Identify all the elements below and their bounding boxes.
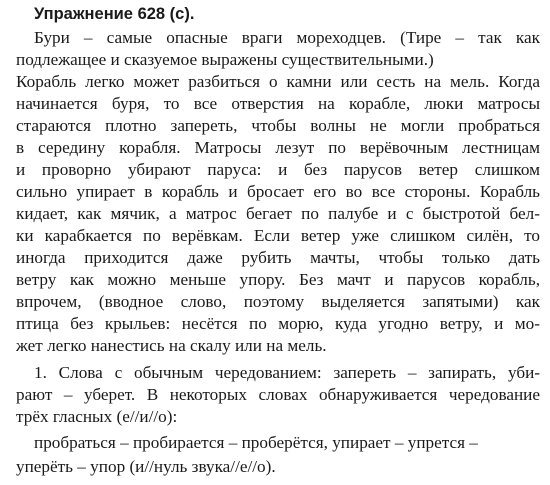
note-line-3: трёх гласных (е//и//о): — [16, 407, 178, 426]
note-line-2: рают – уберет. В некоторых словах обнаруживается чередование — [16, 385, 540, 404]
text-line-7: и проворно убирают паруса: и без парусов ветер слишком — [16, 160, 540, 179]
text-line-3: Корабль легко может разбиться о камни или сесть на мель. Когда — [16, 72, 540, 91]
text-line-1: Бури – самые опасные враги мореходцев. (Тире – так как — [34, 28, 540, 47]
text-line-8: сильно упирает в корабль и бросает его во все стороны. Корабль — [16, 182, 540, 201]
text-line-10: ки карабкается по верёвкам. Если ветер уже слишком силён, то — [16, 226, 540, 245]
alternation-line-2: уперёть – упор (и//нуль звука//е//о). — [16, 457, 276, 476]
text-line-2: подлежащее и сказуемое выражены существительными.) — [16, 50, 434, 69]
text-line-11: иногда приходится даже рубить мачты, чтобы только дать — [16, 248, 540, 267]
text-line-13: впрочем, (вводное слово, поэтому выделяется запятыми) как — [16, 292, 540, 311]
text-line-4: начинается буря, то все отверстия на корабле, люки матросы — [16, 94, 540, 113]
note-line-1: 1. Слова с обычным чередованием: запереть – запирать, уби- — [34, 363, 540, 382]
text-line-9: кидает, как мячик, а матрос бегает по палубе и с быстротой бел- — [16, 204, 540, 223]
text-line-15: жет легко нанестись на скалу или на мель. — [16, 336, 327, 355]
text-line-5: стараются плотно запереть, чтобы волны не могли пробраться — [16, 116, 540, 135]
alternation-line-1: пробраться – пробирается – проберётся, упирает – упрется – — [34, 433, 478, 452]
text-line-14: птица без крыльев: несётся по морю, куда угодно ветру, и мо- — [16, 314, 540, 333]
exercise-title: Упражнение 628 (с). — [34, 5, 195, 23]
text-line-6: в середину корабля. Матросы лезут по верёвочным лестницам — [16, 138, 540, 157]
text-line-12: ветру как можно меньше упору. Без мачт и парусов корабль, — [16, 270, 540, 289]
